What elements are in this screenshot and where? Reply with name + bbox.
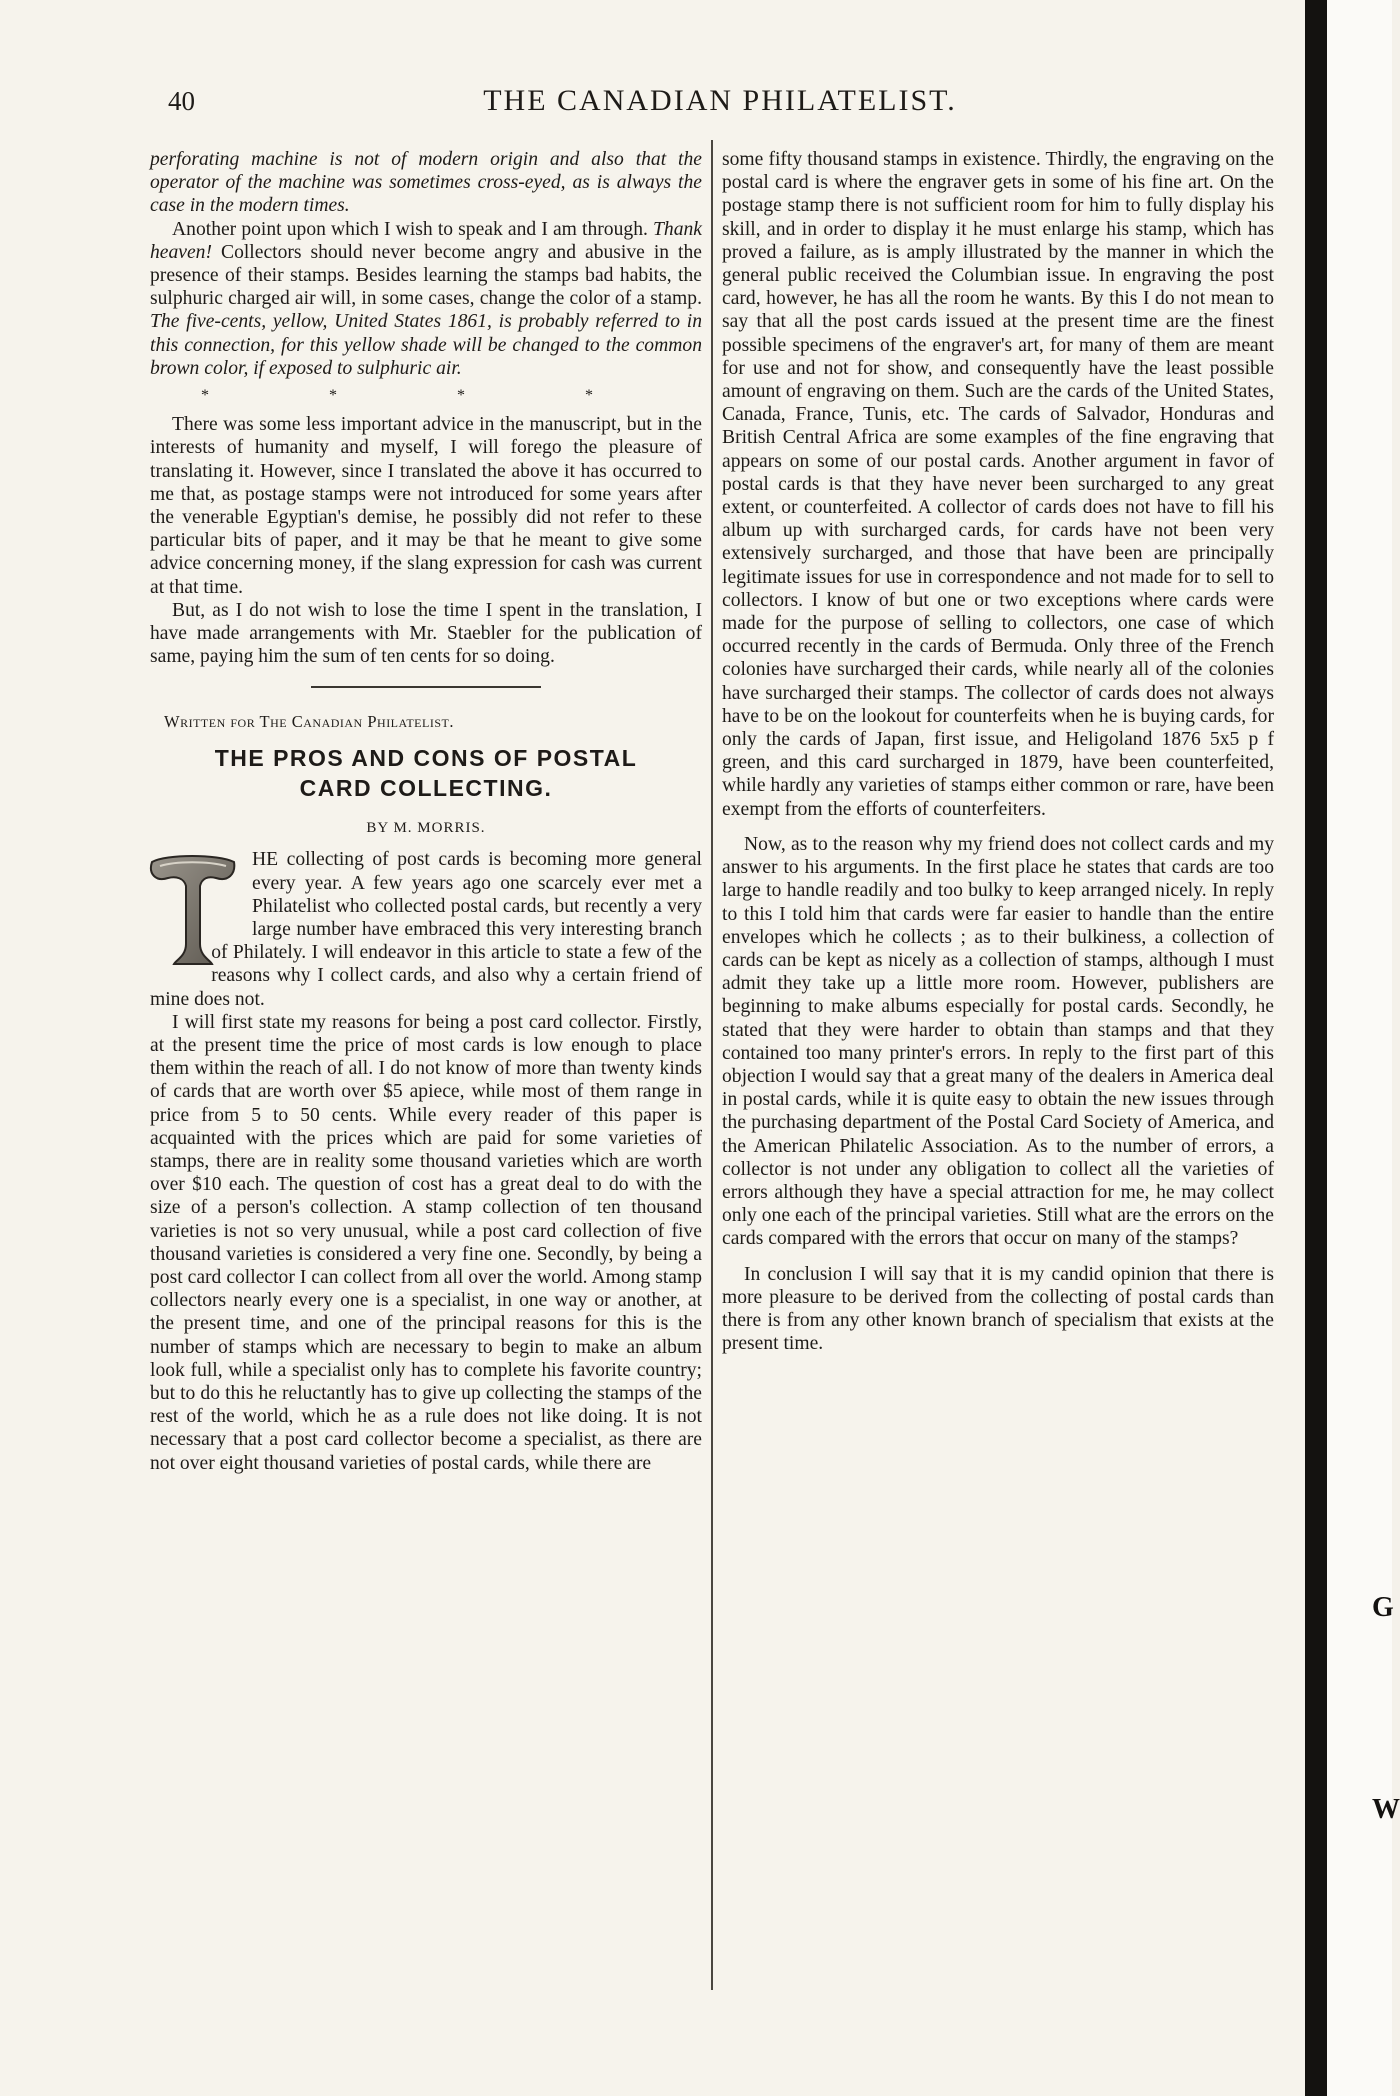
paragraph-translation: But, as I do not wish to lose the time I spent in the translation, I have made arrangements with Mr. Staebler for the publication of same, paying him the sum of ten cents for so doing. [150, 599, 702, 668]
adjacent-page-edge [1305, 0, 1392, 2096]
paragraph-reasons: I will first state my reasons for being a post card collector. Firstly, at the present time the price of most cards is low enough to place them within the reach of all. I do not know of more than twenty kinds of cards that are worth over $5 apiece, while most of them range in price from 5 to 50 cents. While every reader of this paper is acquainted with the prices which are paid for some varieties of stamps, there are in reality some thousand varieties which are worth over $10 each. The question of cost has a great deal to do with the size of a person's collection. A stamp collection of ten thousand varieties is not so very unusual, while a post card collection of five thousand varieties is considered a very fine one. Secondly, by being a post card collector I can collect from all over the world. Among stamp collectors nearly every one is a specialist, in one way or another, at the present time, and one of the principal reasons for this is the number of stamps which are necessary to begin to make an album look full, while a specialist only has to complete his favorite country; but to do this he reluctantly has to give up collecting the stamps of the rest of the world, which he as a rule does not like doing. It is not necessary that a post card collector become a specialist, as there are not over eight thousand varieties of postal cards, while there are [150, 1011, 702, 1474]
paragraph-engraving: some fifty thousand stamps in existence. Thirdly, the engraving on the postal card is where the engraver gets in some of his fine art. On the postage stamp there is not sufficient room for him to fully display his skill, and in order to display it he must enlarge his stamp, which has proved a failure, as is amply illustrated by the manner in which the general public received the Columbian issue. In engraving the post card, however, he has all the room he wants. By this I do not mean to say that all the post cards issued at the present time are the finest possible specimens of the engraver's art, for many of them are meant for use and not for show, and consequently have the least possible amount of engraving on them. Such are the cards of the United States, Canada, France, Tunis, etc. The cards of Salvador, Honduras and British Central Africa are some examples of the fine engraving that appears on some of our postal cards. Another argument in favor of postal cards is that they have never been surcharged to any great extent, or counterfeited. A collector of cards does not have to fill his album up with surcharged cards, for cards have not been very extensively surcharged, and those that have been are principally legitimate issues for use in correspondence and not made for to sell to collectors. I know of but one or two exceptions where cards were made for the purpose of selling to collectors, one case of which occurred recently in the cards of Bermuda. Only three of the French colonies have surcharged their cards, while nearly all of the colonies have surcharged their stamps. The collector of cards does not always have to be on the lookout for counterfeits when he is buying cards, for only the cards of Japan, first issue, and Heligoland 1876 5x5 p f green, and this card surcharged in 1879, have been counterfeited, while hardly any varieties of stamps either common or rare, have been exempt from the efforts of counterfeiters. [722, 149, 1274, 820]
section-divider [311, 686, 541, 688]
right-column [722, 148, 1274, 2048]
section-stars: * * * * [201, 387, 651, 405]
running-title: THE CANADIAN PHILATELIST. [483, 84, 957, 117]
column-rule [711, 140, 713, 1990]
page-number: 40 [168, 86, 195, 116]
paragraph-friend: Now, as to the reason why my friend does not collect cards and my answer to his arguments. In the first place he states that cards are too large to handle readily and too bulky to keep arranged nicely. In reply to this I told him that cards were far easier to handle than the entire envelopes which he collects ; as to their bulkiness, a collection of cards can be kept as nicely as a collection of stamps, although I must admit they take up a little more room. However, publishers are beginning to make albums especially for postal cards. Secondly, he stated that they were harder to obtain than stamps and that they contained too many printer's errors. In reply to the first part of this objection I would say that a great many of the dealers in America deal in postal cards, while it is quite easy to obtain the new issues through the purchasing department of the Postal Card Society of America, and the American Philatelic Association. As to the number of errors, a collector is not under any obligation to collect all the varieties of errors although they have a special attraction for me, he may collect only one each of the principal varieties. Still what are the errors on the cards compared with the errors that occur on many of the stamps? [722, 833, 1274, 1250]
drop-cap-paragraph [150, 848, 702, 1010]
page-header [160, 84, 1280, 124]
article-title: THE PROS AND CONS OF POSTAL CARD COLLECTING. [214, 745, 638, 802]
paragraph-conclusion: In conclusion I will say that it is my candid opinion that there is more pleasure to be derived from the collecting of postal cards than there is from any other known branch of specialism that exists at the present time. [722, 1263, 1274, 1355]
written-for-line: Written for The Canadian Philatelist. [164, 711, 454, 731]
paragraph-manuscript: There was some less important advice in the manuscript, but in the interests of humanity and myself, I will forego the pleasure of translating it. However, since I translated the above it has occurred to me that, as postage stamps were not introduced for some years after the venerable Egyptian's demise, he possibly did not refer to these particular bits of paper, and it may be that he meant to give some advice concerning money, if the slang expression for cash was current at that time. [150, 414, 702, 598]
adjacent-page-letter-g: G [1372, 1592, 1394, 1623]
left-column [150, 148, 702, 2048]
paragraph-intro: HE collecting of post cards is becoming more general every year. A few years ago one scarcely ever met a Philatelist who collected postal cards, but recently a very large number have embraced this very interesting branch of Philately. I will endeavor in this article to state a few of the reasons why I collect cards, and also why a certain friend of mine does not. [150, 849, 702, 1010]
byline: BY M. MORRIS. [366, 820, 486, 837]
paragraph-continued: perforating machine is not of modern origin and also that the operator of the machine was sometimes cross-eyed, as is always the case in the modern times. [150, 149, 702, 217]
adjacent-page-letter-w: W [1372, 1794, 1400, 1825]
paragraph-sulphuric: Another point upon which I wish to speak and I am through. Thank heaven! Collectors should never become angry and abusive in the presence of their stamps. Besides learning the stamps bad habits, the sulphuric charged air will, in some cases, change the color of a stamp. The five-cents, yellow, United States 1861, is probably referred to in this connection, for this yellow shade will be changed to the common brown color, if exposed to sulphuric air. [150, 218, 702, 379]
